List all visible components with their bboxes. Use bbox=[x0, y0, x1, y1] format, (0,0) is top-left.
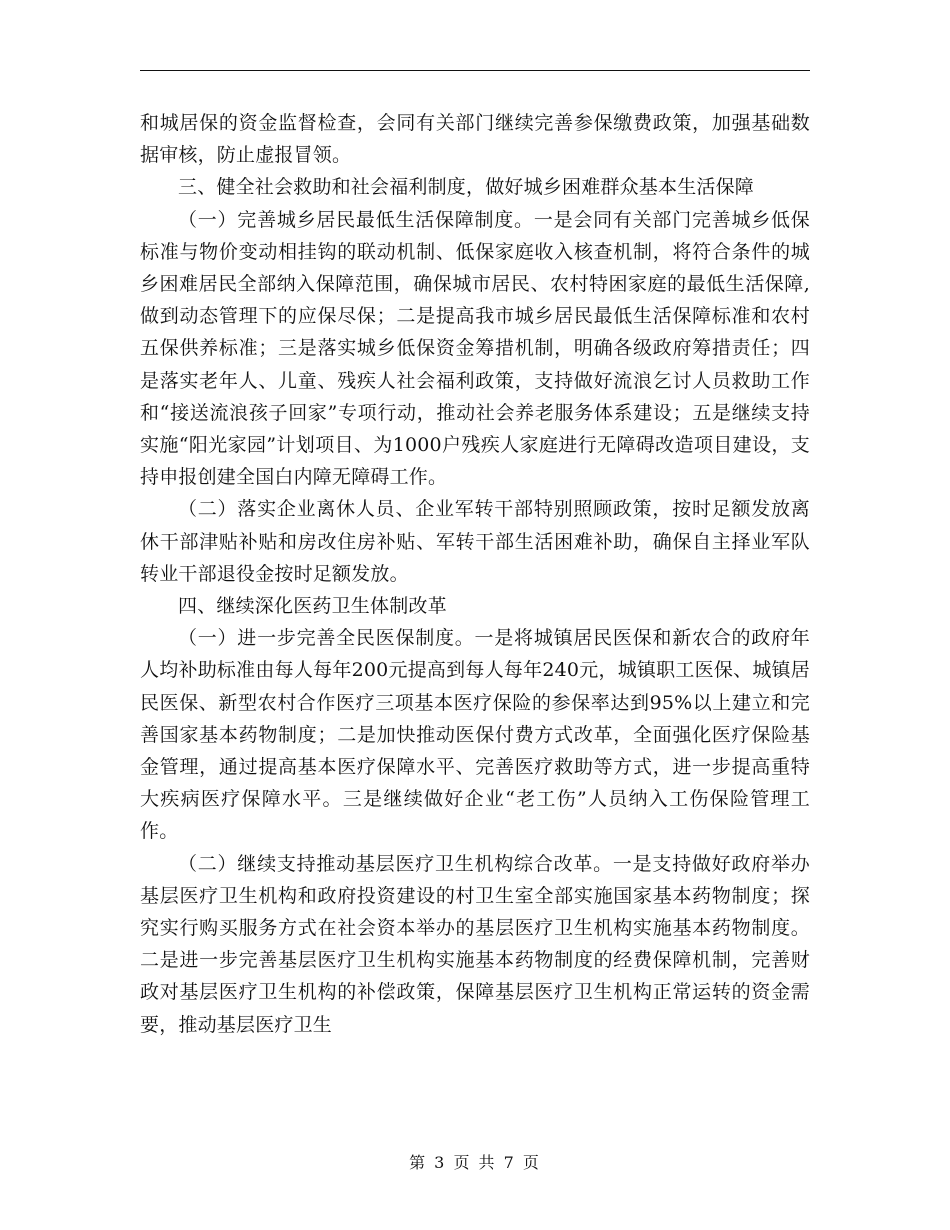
paragraph-continuation: 和城居保的资金监督检查，会同有关部门继续完善参保缴费政策，加强基础数据审核，防止虚报冒领。 bbox=[140, 112, 810, 167]
header-rule bbox=[140, 70, 810, 71]
section-heading-3: 三、健全社会救助和社会福利制度，做好城乡困难群众基本生活保障 bbox=[178, 176, 755, 199]
page-number: 第 3 页 共 7 页 bbox=[409, 1153, 541, 1172]
paragraph-retiree-care: （二）落实企业离休人员、企业军转干部特别照顾政策，按时足额发放离休干部津贴补贴和房改住房补贴、军转干部生活困难补助，确保自主择业军队转业干部退役金按时足额发放。 bbox=[140, 498, 810, 585]
document-body bbox=[140, 107, 810, 1041]
paragraph-medical-insurance: （一）进一步完善全民医保制度。一是将城镇居民医保和新农合的政府年人均补助标准由每人每年200元提高到每人每年240元，城镇职工医保、城镇居民医保、新型农村合作医疗三项基本医疗保险的参保率达到95%以上建立和完善国家基本药物制度；二是加快推动医保付费方式改革，全面强化医疗保险基金管理，通过提高基本医疗保障水平、完善医疗救助等方式，进一步提高重特大疾病医疗保障水平。三是继续做好企业“老工伤”人员纳入工伤保险管理工作。 bbox=[140, 627, 810, 843]
paragraph-primary-care-reform: （二）继续支持推动基层医疗卫生机构综合改革。一是支持做好政府举办基层医疗卫生机构和政府投资建设的村卫生室全部实施国家基本药物制度；探究实行购买服务方式在社会资本举办的基层医疗卫生机构实施基本药物制度。二是进一步完善基层医疗卫生机构实施基本药物制度的经费保障机制，完善财政对基层医疗卫生机构的补偿政策，保障基层医疗卫生机构正常运转的资金需要，推动基层医疗卫生 bbox=[140, 852, 810, 1036]
paragraph-subsistence-allowance: （一）完善城乡居民最低生活保障制度。一是会同有关部门完善城乡低保标准与物价变动相挂钩的联动机制、低保家庭收入核查机制，将符合条件的城乡困难居民全部纳入保障范围，确保城市居民、农村特困家庭的最低生活保障,做到动态管理下的应保尽保；二是提高我市城乡居民最低生活保障标准和农村五保供养标准；三是落实城乡低保资金筹措机制，明确各级政府筹措责任；四是落实老年人、儿童、残疾人社会福利政策，支持做好流浪乞讨人员救助工作和“接送流浪孩子回家”专项行动，推动社会养老服务体系建设；五是继续支持实施“阳光家园”计划项目、为1000户残疾人家庭进行无障碍改造项目建设，支持申报创建全国白内障无障碍工作。 bbox=[140, 208, 810, 489]
section-heading-4: 四、继续深化医药卫生体制改革 bbox=[178, 595, 447, 618]
